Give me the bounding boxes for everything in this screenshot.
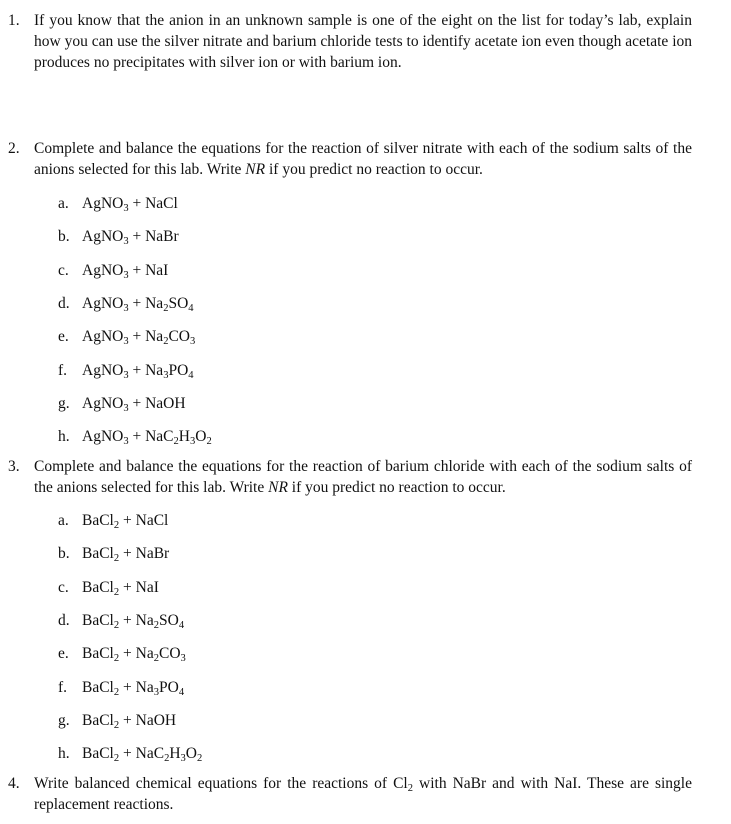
reactant-1: BaCl$_2$ [82, 645, 120, 665]
reactant-2: NaOH [135, 711, 177, 729]
item-letter: c. [58, 578, 69, 596]
reactant-2: $NaC_2H_3O_2$ [135, 745, 203, 765]
reactant-1: AgNO$_3$ [82, 328, 129, 348]
plus-sign: + [128, 394, 146, 412]
equation-item [58, 578, 159, 598]
plus-sign: + [119, 578, 136, 596]
item-letter: g. [58, 711, 70, 729]
item-letter: b. [58, 545, 70, 563]
equation-item [58, 294, 194, 314]
question-text: Complete and balance the equations for the reaction of silver nitrate with each of the sodium salts of the anions selected for this lab. Write NR if you predict no reaction to occur. [34, 140, 692, 178]
plus-sign: + [128, 195, 146, 212]
item-letter: f. [58, 361, 68, 379]
reactant-2: $Na_2SO_4$ [145, 294, 194, 314]
plus-sign: + [119, 611, 136, 629]
reactant-1: BaCl$_2$ [82, 678, 120, 698]
reactant-1: BaCl$_2$ [82, 578, 120, 598]
plus-sign: + [128, 294, 146, 312]
plus-sign: + [128, 261, 146, 279]
equation-item [58, 261, 168, 281]
equation-item [58, 327, 195, 347]
reactant-2: NaCl [135, 512, 169, 529]
question-3 [8, 456, 692, 498]
no-reaction-abbreviation: NR [245, 161, 266, 178]
plus-sign: + [128, 428, 146, 446]
reactant-2: $Na_2CO_3$ [135, 645, 186, 665]
item-letter: a. [58, 512, 69, 529]
question-text: Complete and balance the equations for the reaction of barium chloride with each of the sodium salts of the anions selected for this lab. Write NR if you predict no reaction to occur. [34, 458, 692, 496]
item-letter: h. [58, 428, 70, 446]
question-number: 2. [8, 140, 20, 157]
plus-sign: + [119, 545, 136, 563]
plus-sign: + [119, 645, 136, 663]
reactant-2: $NaC_2H_3O_2$ [145, 428, 212, 448]
reactant-2: NaCl [145, 195, 178, 212]
reactant-2: $Na_2SO_4$ [135, 611, 185, 631]
equation-item [58, 544, 169, 564]
equation-item [58, 394, 186, 414]
reactant-2: NaOH [145, 394, 186, 412]
plus-sign: + [119, 745, 136, 763]
reactant-1: AgNO$_3$ [82, 261, 129, 281]
equation-item [58, 644, 186, 664]
question-2 [8, 138, 692, 180]
reactant-1: AgNO$_3$ [82, 428, 129, 448]
reactant-1: BaCl$_2$ [82, 545, 120, 565]
equation-item [58, 678, 184, 698]
question-number: 1. [8, 12, 20, 29]
reactant-2: $Na_2CO_3$ [145, 328, 196, 348]
item-letter: e. [58, 645, 69, 663]
equation-item [58, 711, 176, 731]
question-text: If you know that the anion in an unknown sample is one of the eight on the list for today’s lab, explain how you can use the silver nitrate and barium chloride tests to identify acetate ion even though acetate ion produces no precipitates with silver ion or with barium ion. [34, 12, 692, 71]
item-letter: g. [58, 394, 70, 412]
reactant-1: BaCl$_2$ [82, 611, 120, 631]
item-letter: d. [58, 294, 70, 312]
equation-item [58, 361, 194, 381]
reactant-1: BaCl$_2$ [82, 512, 120, 531]
plus-sign: + [128, 228, 146, 246]
reactant-2: NaI [145, 261, 169, 279]
reactant-2: $Na_3PO_4$ [145, 361, 194, 381]
equation-item [58, 227, 179, 247]
equation-item [58, 194, 178, 214]
question-text: Write balanced chemical equations for the reactions of $Cl_2$ with NaBr and with NaI. These are single replacement reactions. [34, 775, 692, 813]
item-letter: c. [58, 261, 69, 279]
reactant-2: $Na_3PO_4$ [135, 678, 185, 698]
question-number: 3. [8, 458, 20, 475]
equation-item [58, 744, 202, 764]
plus-sign: + [119, 512, 136, 529]
plus-sign: + [128, 361, 146, 379]
reactant-1: AgNO$_3$ [82, 228, 129, 248]
reactant-1: AgNO$_3$ [82, 294, 129, 314]
equation-item [58, 611, 184, 631]
reactant-1: AgNO$_3$ [82, 394, 129, 414]
question-number: 4. [8, 775, 20, 792]
reactant-1: BaCl$_2$ [82, 745, 120, 765]
item-letter: h. [58, 745, 70, 763]
plus-sign: + [119, 711, 136, 729]
equation-item [58, 511, 168, 531]
item-letter: f. [58, 678, 68, 696]
reactant-1: AgNO$_3$ [82, 195, 129, 214]
item-letter: d. [58, 611, 70, 629]
reactant-2: NaI [135, 578, 159, 596]
reactant-1: AgNO$_3$ [82, 361, 129, 381]
plus-sign: + [128, 328, 146, 346]
item-letter: a. [58, 195, 69, 212]
plus-sign: + [119, 678, 136, 696]
reactant-2: NaBr [145, 228, 179, 246]
item-letter: b. [58, 228, 70, 246]
reactant-2: NaBr [135, 545, 170, 563]
no-reaction-abbreviation: NR [268, 479, 288, 496]
equation-item [58, 427, 212, 447]
question-4 [8, 773, 692, 815]
question-1 [8, 10, 692, 73]
reactant-1: BaCl$_2$ [82, 711, 120, 731]
item-letter: e. [58, 328, 69, 346]
